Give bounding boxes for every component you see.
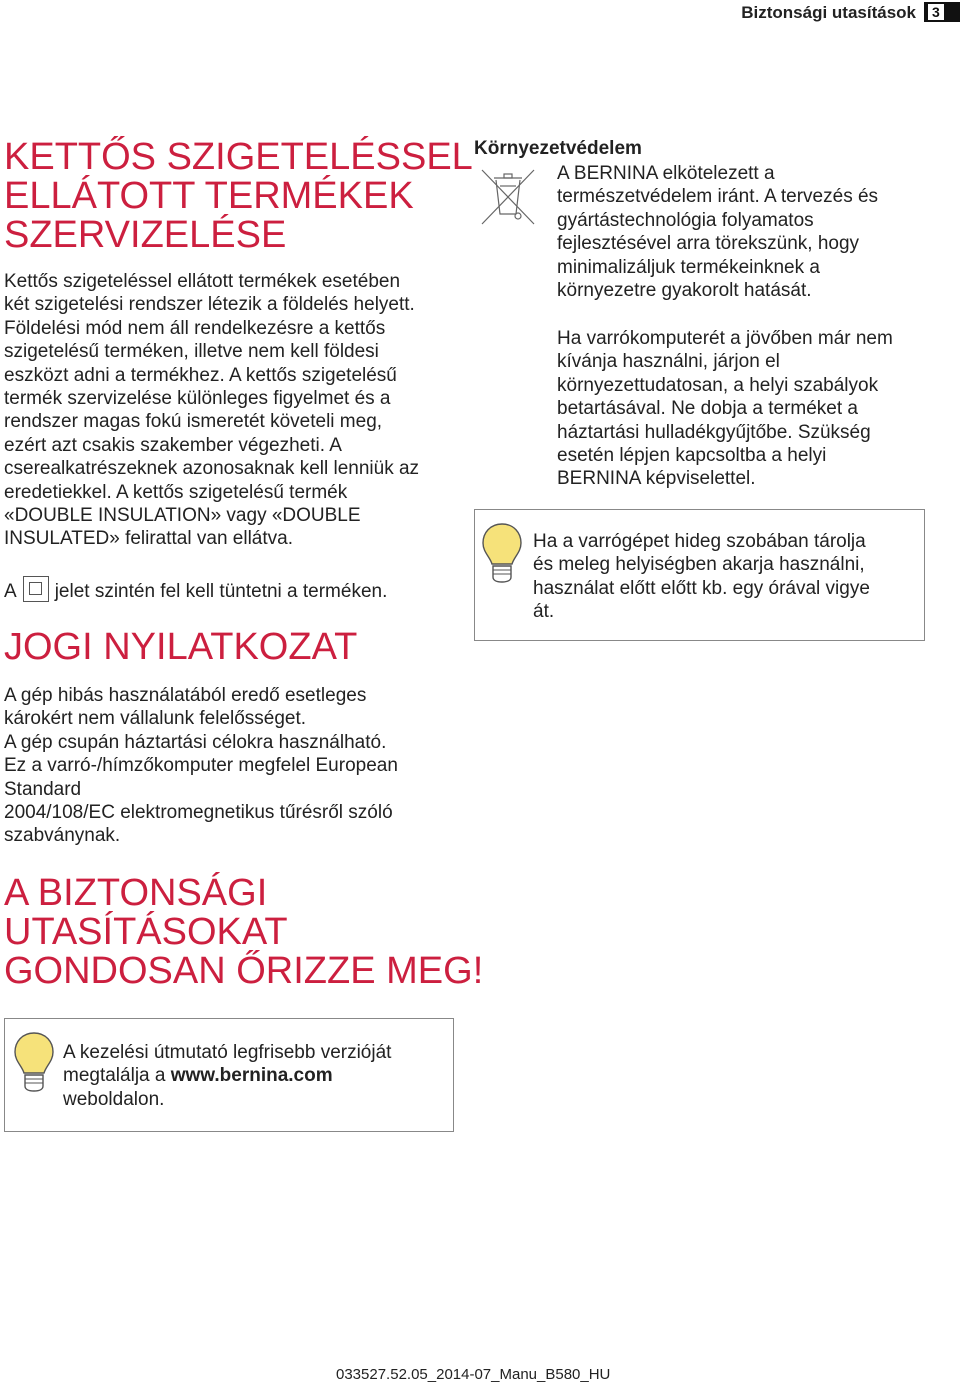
double-square-icon [23, 576, 49, 602]
environment-title: Környezetvédelem [474, 138, 642, 159]
body-line: eszközt adni a termékhez. A kettős szigetelésű [4, 364, 397, 386]
heading-line: GONDOSAN ŐRIZZE MEG! [4, 950, 484, 992]
body-line: 2004/108/EC elektromegnetikus tűrésről szóló [4, 802, 393, 824]
body-line: A gép csupán háztartási célokra használható. [4, 731, 387, 753]
body-line: Földelési mód nem áll rendelkezésre a kettős [4, 317, 386, 339]
double-insulation-heading [4, 138, 473, 255]
body-line: INSULATED» felirattal van ellátva. [4, 528, 293, 550]
footer-doc-code: 033527.52.05_2014-07_Manu_B580_HU [336, 1366, 611, 1383]
tip-line: Ha a varrógépet hideg szobában tárolja [533, 531, 866, 552]
body-line: eredetiekkel. A kettős szigetelésű termék [4, 481, 348, 503]
symbol-prefix: A [4, 581, 17, 602]
body-line: Ha varrókomputerét a jövőben már nem [557, 328, 893, 349]
lightbulb-icon [13, 1031, 55, 1095]
body-line: gyártástechnológia folyamatos [557, 209, 814, 231]
keep-instructions-heading [4, 874, 483, 991]
page-number-badge [924, 2, 960, 22]
tip-line: és meleg helyiségben akarja használni, [533, 554, 865, 576]
body-line: betartásával. Ne dobja a terméket a [557, 398, 859, 420]
body-line: Ez a varró-/hímzőkomputer megfelel European [4, 755, 398, 777]
symbol-suffix: jelet szintén fel kell tüntetni a terméken. [54, 581, 388, 602]
lightbulb-icon [481, 522, 523, 586]
body-line: rendszer magas fokú ismeretét követeli meg, [4, 411, 383, 433]
heading-line: UTASÍTÁSOKAT [4, 911, 288, 953]
heading-line: SZERVIZELÉSE [4, 214, 287, 256]
body-line: cserealkatrészeknek azonosaknak kell lenniük az [4, 458, 420, 480]
website-link[interactable]: www.bernina.com [170, 1065, 333, 1087]
body-line: ezért azt csakis szakember végezheti. A [4, 434, 342, 456]
body-line: BERNINA képviselettel. [557, 468, 756, 490]
body-line: károkért nem vállalunk felelősséget. [4, 708, 307, 730]
body-line: háztartási hulladékgyűjtőbe. Szükség [557, 421, 871, 443]
body-line: természetvédelem iránt. A tervezés és [557, 186, 879, 208]
body-line: szabványnak. [4, 825, 121, 847]
tip-line: A kezelési útmutató legfrisebb verzióját [63, 1042, 392, 1063]
legal-body [4, 684, 454, 848]
body-line: kívánja használni, járjon el [557, 351, 780, 373]
double-insulation-body [4, 270, 454, 551]
crossed-bin-icon [476, 166, 540, 228]
body-line: esetén lépjen kapcsoltba a helyi [557, 445, 827, 467]
body-line: Standard [4, 778, 82, 800]
heading-line: KETTŐS SZIGETELÉSSEL [4, 136, 473, 178]
legal-heading: JOGI NYILATKOZAT [4, 626, 358, 668]
tip-line [63, 1064, 443, 1087]
body-line: környezettudatosan, a helyi szabályok [557, 374, 879, 396]
body-line: «DOUBLE INSULATION» vagy «DOUBLE [4, 505, 361, 527]
double-insulation-symbol-row [4, 576, 387, 603]
header-section-title: Biztonsági utasítások [741, 3, 916, 22]
body-line: termék szervizelése különleges figyelmet és a [4, 388, 391, 410]
heading-line: ELLÁTOTT TERMÉKEK [4, 175, 414, 217]
body-line: környezetre gyakorolt hatását. [557, 280, 812, 302]
heading-line: A BIZTONSÁGI [4, 872, 268, 914]
body-line: minimalizáljuk termékeinknek a [557, 256, 820, 278]
body-line: fejlesztésével arra törekszünk, hogy [557, 233, 860, 255]
body-line: két szigetelési rendszer létezik a földelés helyett. [4, 294, 415, 316]
tip-line: át. [533, 601, 555, 623]
website-tip-box [4, 1018, 454, 1132]
page-number: 3 [928, 4, 944, 20]
environment-para-2 [557, 327, 952, 491]
website-tip-text [63, 1041, 443, 1111]
tip-line: használat előtt előtt kb. egy órával vigye [533, 577, 870, 599]
environment-para-1 [557, 162, 952, 302]
body-line: Kettős szigeteléssel ellátott termékek esetében [4, 271, 401, 292]
body-line: szigetelésű terméken, illetve nem kell földesi [4, 341, 379, 363]
tip-line: weboldalon. [63, 1088, 165, 1110]
storage-tip-box [474, 509, 925, 641]
body-line: A BERNINA elkötelezett a [557, 163, 775, 184]
storage-tip-text [533, 530, 913, 624]
tip-text: megtalálja a [63, 1065, 171, 1087]
body-line: A gép hibás használatából eredő esetleges [4, 685, 367, 706]
